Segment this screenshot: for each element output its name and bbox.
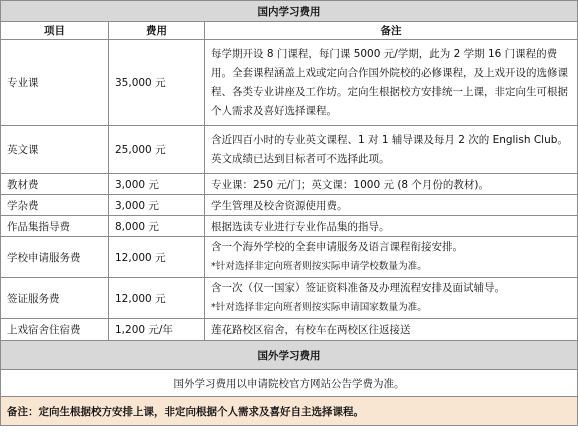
- remark-note: 备注：定向生根据校方安排上课，非定向根据个人需求及喜好自主选择课程。: [1, 397, 578, 426]
- row-item: 学校申请服务费: [1, 237, 109, 278]
- row-item: 签证服务费: [1, 278, 109, 319]
- column-header-item: 项目: [1, 22, 109, 40]
- row-note-asterisk: *针对选择非定向班者则按实际申请学校数量为准。: [211, 261, 427, 272]
- row-note: 含近四百小时的专业英文课程、1 对 1 辅导课及每月 2 次的 English Club。英文成绩已达到目标者可不选择此项。: [205, 126, 578, 174]
- row-fee: 12,000 元: [109, 278, 205, 319]
- row-note: [205, 278, 578, 319]
- row-fee: 1,200 元/年: [109, 319, 205, 341]
- row-note: 专业课：250 元/门；英文课：1000 元 (8 个月份的教材)。: [205, 174, 578, 195]
- domestic-section-title: 国内学习费用: [1, 1, 578, 22]
- row-item: 教材费: [1, 174, 109, 195]
- row-fee: 25,000 元: [109, 126, 205, 174]
- row-item: 作品集指导费: [1, 216, 109, 237]
- table-row: [1, 174, 578, 195]
- row-note: 每学期开设 8 门课程，每门课 5000 元/学期，此为 2 学期 16 门课程的费用。全套课程涵盖上戏或定向合作国外院校的必修课程，及上戏开设的选修课程、各类专业讲座及工作坊。定向生根据校方安排统一上课，非定向生可根据个人需求及喜好选择课程。: [205, 40, 578, 126]
- abroad-section-title: 国外学习费用: [1, 341, 578, 370]
- row-item: 学杂费: [1, 195, 109, 216]
- row-note: [205, 237, 578, 278]
- row-fee: 35,000 元: [109, 40, 205, 126]
- row-note-line: 含一次（仅一国家）签证资料准备及办理流程安排及面试辅导。: [211, 282, 505, 294]
- table-row: [1, 278, 578, 319]
- row-fee: 12,000 元: [109, 237, 205, 278]
- row-item: 上戏宿舍住宿费: [1, 319, 109, 341]
- row-note: 莲花路校区宿舍，有校车在两校区往返接送: [205, 319, 578, 341]
- table-row: [1, 40, 578, 126]
- row-note-asterisk: *针对选择非定向班者则按实际申请国家数量为准。: [211, 302, 427, 313]
- table-row: [1, 319, 578, 341]
- row-fee: 8,000 元: [109, 216, 205, 237]
- abroad-fee-text: 国外学习费用以申请院校官方网站公告学费为准。: [1, 370, 578, 397]
- row-note: 学生管理及校舍资源使用费。: [205, 195, 578, 216]
- row-fee: 3,000 元: [109, 174, 205, 195]
- row-item: 专业课: [1, 40, 109, 126]
- table-row: [1, 216, 578, 237]
- row-note: 根据选读专业进行专业作品集的指导。: [205, 216, 578, 237]
- row-item: 英文课: [1, 126, 109, 174]
- row-note-line: 含一个海外学校的全套申请服务及语言课程衔接安排。: [211, 241, 463, 253]
- table-row: [1, 195, 578, 216]
- table-row: [1, 126, 578, 174]
- row-fee: 3,000 元: [109, 195, 205, 216]
- column-header-fee: 费用: [109, 22, 205, 40]
- column-header-notes: 备注: [205, 22, 578, 40]
- table-row: [1, 237, 578, 278]
